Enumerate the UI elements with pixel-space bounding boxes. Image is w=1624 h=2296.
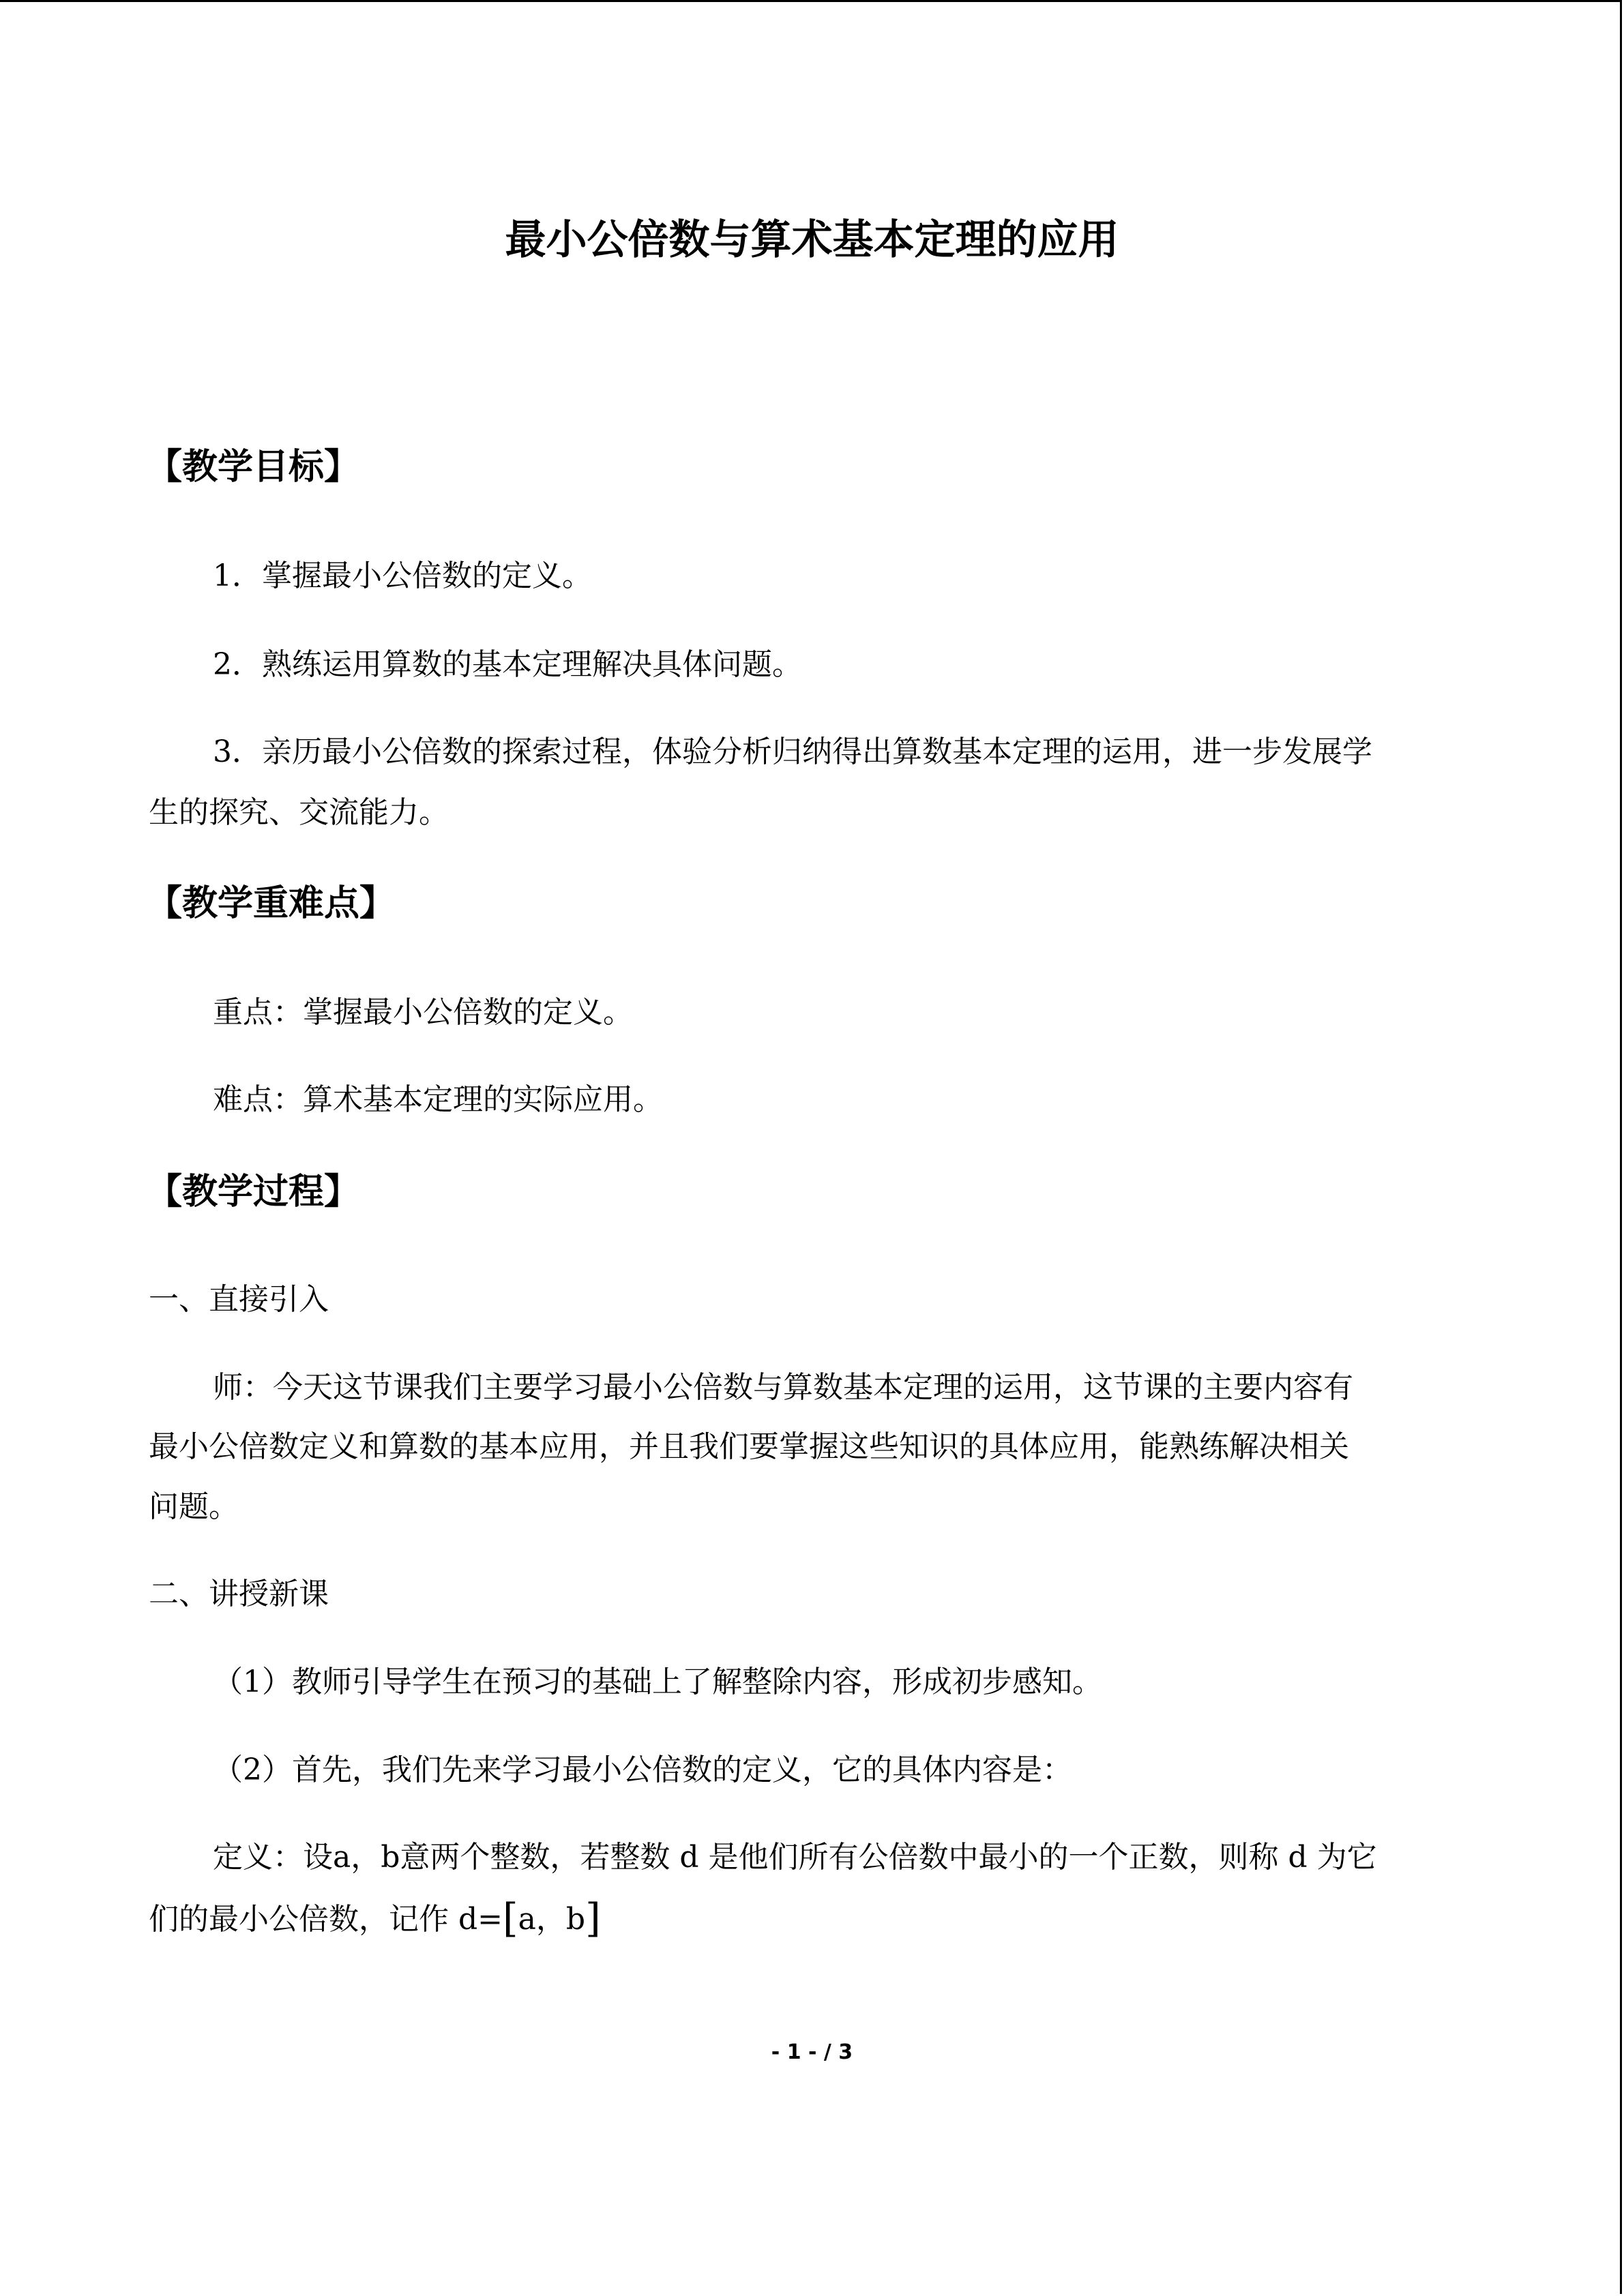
process-step-2: （2）首先，我们先来学习最小公倍数的定义，它的具体内容是： bbox=[213, 1753, 1072, 1787]
process-part1-line-1: 师：今天这节课我们主要学习最小公倍数与算数基本定理的运用，这节课的主要内容有 bbox=[213, 1370, 1353, 1405]
process-step-1: （1）教师引导学生在预习的基础上了解整除内容，形成初步感知。 bbox=[213, 1665, 1102, 1699]
section-heading-key-points: 【教学重难点】 bbox=[147, 882, 396, 924]
page-number: - 1 - / 3 bbox=[771, 2040, 853, 2064]
process-part1-title: 一、直接引入 bbox=[149, 1282, 329, 1317]
definition-bracket-content: a，b bbox=[518, 1902, 586, 1937]
key-point-difficulty: 难点：算术基本定理的实际应用。 bbox=[213, 1082, 663, 1117]
process-part2-title: 二、讲授新课 bbox=[149, 1577, 329, 1611]
process-part1-line-3: 问题。 bbox=[149, 1489, 239, 1524]
definition-line-2 bbox=[149, 1895, 601, 1941]
definition-line-2-prefix: 们的最小公倍数，记作 d= bbox=[149, 1902, 503, 1937]
objective-item-3-continued: 生的探究、交流能力。 bbox=[149, 795, 449, 830]
objective-item-3: 3．亲历最小公倍数的探索过程，体验分析归纳得出算数基本定理的运用，进一步发展学 bbox=[213, 734, 1372, 769]
key-point-focus: 重点：掌握最小公倍数的定义。 bbox=[213, 995, 633, 1030]
objective-item-2: 2．熟练运用算数的基本定理解决具体问题。 bbox=[213, 647, 802, 682]
section-heading-process: 【教学过程】 bbox=[147, 1171, 360, 1212]
bracket-close: ] bbox=[585, 1895, 601, 1941]
process-part1-line-2: 最小公倍数定义和算数的基本应用，并且我们要掌握这些知识的具体应用，能熟练解决相关 bbox=[149, 1429, 1349, 1464]
definition-line-1: 定义：设a，b意两个整数，若整数 d 是他们所有公倍数中最小的一个正数，则称 d 为它 bbox=[213, 1840, 1377, 1875]
document-title: 最小公倍数与算术基本定理的应用 bbox=[505, 216, 1119, 264]
bracket-open: [ bbox=[503, 1895, 518, 1941]
section-heading-objectives: 【教学目标】 bbox=[147, 446, 360, 488]
objective-item-1: 1．掌握最小公倍数的定义。 bbox=[213, 558, 592, 593]
